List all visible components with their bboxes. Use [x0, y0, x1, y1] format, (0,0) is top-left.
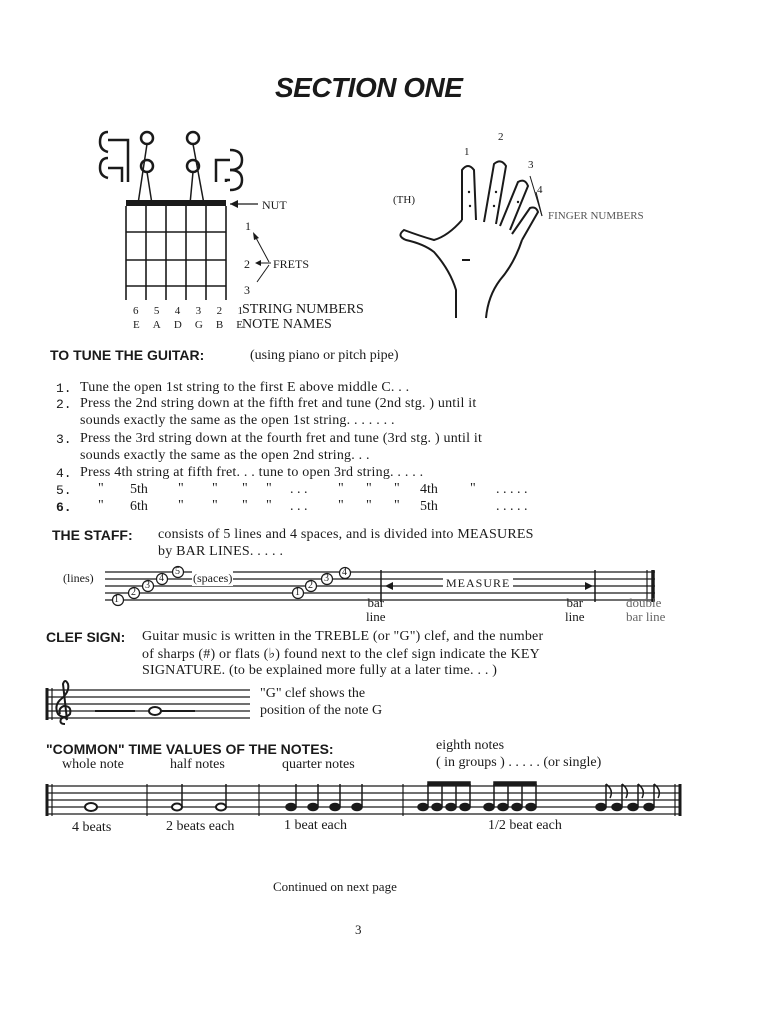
treble-clef-staff: [45, 680, 255, 730]
ditto-mark: ": [470, 481, 476, 496]
string-numbers-row: [133, 305, 243, 317]
ditto-mark: ": [98, 498, 104, 513]
whole-note: [85, 803, 97, 811]
tune-heading: TO TUNE THE GUITAR:: [50, 347, 205, 363]
bar-line-word: bar: [566, 595, 584, 610]
string-numbers-label: STRING NUMBERS: [242, 302, 364, 317]
tune-step-text-continued: sounds exactly the same as the open 2nd string. . .: [80, 448, 370, 463]
clef-text-line-1: Guitar music is written in the TREBLE (or "G") clef, and the number: [142, 629, 544, 644]
string-number: 6: [133, 305, 139, 317]
finger-number-2: 2: [498, 131, 504, 143]
tune-step-number: 4.: [56, 466, 72, 481]
double-bar-word: double: [626, 596, 662, 610]
tune-subheading: (using piano or pitch pipe): [250, 348, 399, 363]
string-names-row: [133, 319, 243, 331]
eighth-notes-label: eighth notes: [436, 738, 505, 753]
frets-arrows: [245, 228, 285, 288]
string-ordinal: 5th: [420, 499, 438, 514]
string-ordinal: 6th: [130, 499, 148, 514]
ellipsis: . . .: [290, 482, 308, 497]
quarter-notes-label: quarter notes: [282, 757, 355, 772]
clef-text-line-3: SIGNATURE. (to be explained more fully at a later time. . . ): [142, 663, 498, 678]
ditto-mark: ": [366, 481, 372, 496]
string-name: D: [173, 319, 182, 331]
ditto-mark: ": [266, 498, 272, 513]
string-number: 1: [237, 305, 243, 317]
finger-numbers-label: FINGER NUMBERS: [548, 210, 644, 222]
space-number: 2: [308, 580, 313, 591]
fret-number-3: 3: [244, 283, 250, 297]
half-note-beats: 2 beats each: [166, 819, 235, 834]
ditto-mark: ": [242, 481, 248, 496]
ditto-mark: ": [394, 498, 400, 513]
ellipsis: . . . . .: [496, 499, 528, 514]
tune-step-number: 5.: [56, 483, 72, 498]
tune-step-text: Press 4th string at fifth fret. . . tune to open 3rd string. . . . .: [80, 465, 424, 480]
string-number: 4: [174, 305, 181, 317]
whole-note-beats: 4 beats: [72, 820, 112, 835]
staff-spaces-label: (spaces): [193, 571, 233, 585]
staff-text-line-2: by BAR LINES. . . . .: [158, 544, 284, 559]
ditto-mark: ": [178, 481, 184, 496]
staff-heading: THE STAFF:: [52, 527, 133, 543]
eighth-notes-sublabel: ( in groups ) . . . . . (or single): [436, 755, 602, 770]
nut-bar: [126, 200, 226, 206]
string-name: G: [194, 319, 203, 331]
quarter-note-beats: 1 beat each: [284, 818, 347, 833]
double-bar-line-label: [626, 596, 676, 624]
note-values-staff: [45, 772, 685, 822]
ellipsis: . . . . .: [496, 482, 528, 497]
bar-line-word: line: [565, 609, 585, 624]
ditto-mark: ": [212, 481, 218, 496]
half-notes-label: half notes: [170, 757, 225, 772]
fret-number-1: 1: [245, 219, 251, 233]
string-name: E: [236, 319, 243, 331]
tune-step-number: 6.: [56, 500, 72, 515]
space-number: 3: [324, 573, 329, 584]
string-number: 3: [195, 305, 202, 317]
nut-label: NUT: [262, 198, 287, 212]
tune-step-number: 3.: [56, 432, 72, 447]
line-number: 3: [145, 580, 150, 591]
space-number: 1: [295, 587, 300, 598]
staff-lines-label: (lines): [63, 571, 94, 585]
tune-step-text: Press the 3rd string down at the fourth fret and tune (3rd stg. ) until it: [80, 431, 483, 446]
tune-step-number: 1.: [56, 381, 72, 396]
continued-note: Continued on next page: [273, 879, 397, 894]
line-number: 4: [159, 573, 164, 584]
clef-heading: CLEF SIGN:: [46, 629, 126, 645]
eighth-note-beats: 1/2 beat each: [488, 818, 562, 833]
fret-number-2: 2: [244, 257, 250, 271]
finger-number-4: 4: [537, 184, 543, 196]
finger-number-1: 1: [464, 146, 470, 158]
time-values-heading: "COMMON" TIME VALUES OF THE NOTES:: [46, 741, 334, 757]
ditto-mark: ": [394, 481, 400, 496]
clef-caption-line-1: "G" clef shows the: [260, 686, 366, 701]
line-number: 5: [175, 566, 180, 577]
staff-text-line-1: consists of 5 lines and 4 spaces, and is divided into MEASURES: [158, 527, 534, 542]
string-name: E: [133, 319, 140, 331]
tune-step-text: Tune the open 1st string to the first E above middle C. . .: [80, 380, 410, 395]
bar-line-word: bar: [367, 595, 385, 610]
finger-number-3: 3: [528, 159, 534, 171]
note-names-label: NOTE NAMES: [242, 317, 332, 332]
left-hand-diagram: [390, 140, 570, 320]
tune-step-number: 2.: [56, 397, 72, 412]
ditto-mark: ": [366, 498, 372, 513]
eighth-notes-single: [596, 784, 659, 811]
ditto-mark: ": [98, 481, 104, 496]
clef-caption-line-2: position of the note G: [260, 703, 383, 718]
string-name: B: [215, 319, 224, 331]
string-number: 5: [153, 305, 160, 317]
page-number: 3: [355, 922, 362, 937]
space-number: 4: [342, 567, 347, 578]
bar-line-word: line: [366, 609, 386, 624]
ditto-mark: ": [212, 498, 218, 513]
thumb-label: (TH): [393, 194, 415, 206]
frets-label: FRETS: [273, 257, 310, 271]
bar-line-label: [366, 596, 386, 624]
tune-step-text: Press the 2nd string down at the fifth fret and tune (2nd stg. ) until it: [80, 396, 477, 411]
ditto-mark: ": [242, 498, 248, 513]
string-number: 2: [216, 305, 223, 317]
string-ordinal: 4th: [420, 482, 438, 497]
ditto-mark: ": [266, 481, 272, 496]
ditto-mark: ": [338, 481, 344, 496]
ellipsis: . . .: [290, 499, 308, 514]
tune-step-text-continued: sounds exactly the same as the open 1st string. . . . . . .: [80, 413, 395, 428]
line-number: 1: [114, 594, 119, 605]
line-number: 2: [131, 587, 136, 598]
bar-line-label: [565, 596, 585, 624]
ditto-mark: ": [338, 498, 344, 513]
string-ordinal: 5th: [130, 482, 148, 497]
clef-text-line-2: of sharps (#) or flats (♭) found next to the clef sign indicate the KEY: [142, 647, 540, 662]
ditto-mark: ": [178, 498, 184, 513]
page-title: SECTION ONE: [275, 72, 463, 103]
string-name: A: [152, 319, 161, 331]
whole-note-label: whole note: [62, 757, 124, 772]
measure-label: MEASURE: [443, 576, 513, 591]
double-bar-word: bar line: [626, 609, 666, 624]
